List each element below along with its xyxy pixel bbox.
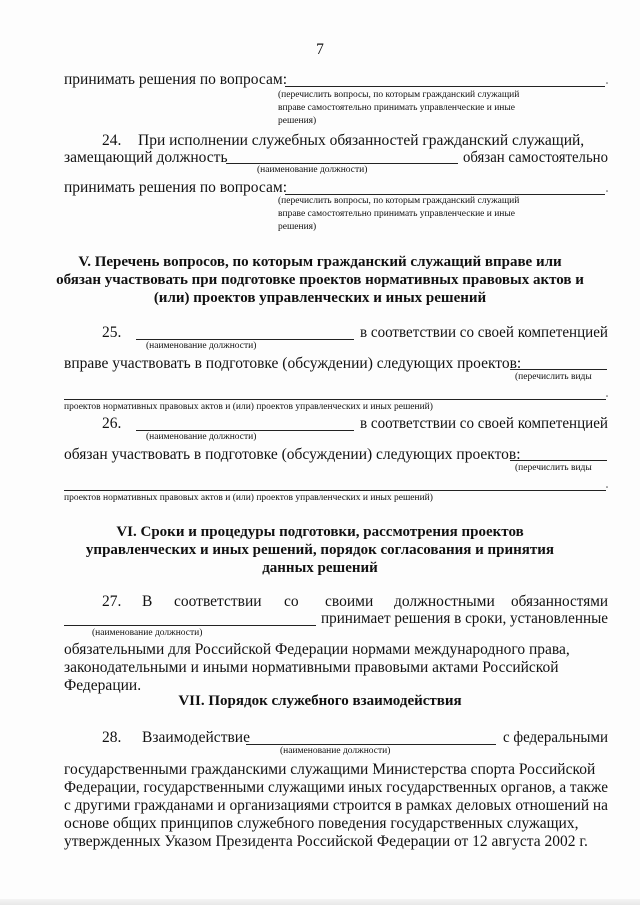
item-text: обязан участвовать в подготовке (обсуждении) следующих проектов: [64, 446, 521, 463]
section-heading: обязан участвовать при подготовке проектов нормативных правовых актов и [56, 272, 584, 288]
position-blank-line [64, 625, 316, 626]
item-text: законодательными и иными нормативными правовыми актами Российской [64, 659, 559, 676]
section-heading: VII. Порядок служебного взаимодействия [178, 693, 462, 709]
note-line: решения) [278, 222, 317, 232]
item-text: При исполнении служебных обязанностей гражданский служащий, [138, 132, 585, 149]
note-line: вправе самостоятельно принимать управленческие и иные [278, 209, 515, 219]
decisions-label: принимать решения по вопросам: [64, 179, 287, 196]
types-blank-line [64, 490, 606, 491]
projects-caption: проектов нормативных правовых актов и (или) проектов управленческих и иных решений) [64, 402, 433, 412]
position-caption: (наименование должности) [92, 628, 203, 638]
note-line: (перечислить вопросы, по которым гражданский служащий [278, 90, 520, 100]
item-text: с другими гражданами и организациями строится в рамках деловых отношений на [64, 797, 609, 814]
period: . [606, 475, 608, 492]
section-heading: (или) проектов управленческих и иных решений [153, 290, 487, 306]
item-number: 26. [102, 415, 122, 432]
period: . [606, 179, 608, 196]
item-text: Федерации, государственными служащими иных государственных органов, а также [64, 779, 608, 796]
types-blank-line [64, 399, 606, 400]
note-line: вправе самостоятельно принимать управленческие и иные [278, 103, 515, 113]
position-caption: (наименование должности) [257, 165, 368, 175]
projects-caption: проектов нормативных правовых актов и (или) проектов управленческих и иных решений) [64, 493, 433, 503]
section-heading: V. Перечень вопросов, по которым гражданский служащий вправе или [78, 254, 562, 270]
decisions-blank-line [285, 86, 605, 87]
position-blank-line [246, 744, 496, 745]
section-heading: управленческих и иных решений, порядок согласования и принятия [85, 542, 555, 558]
types-blank-line [510, 460, 607, 461]
item-text: государственными гражданскими служащими Министерства спорта Российской [64, 761, 596, 778]
item-text: вправе участвовать в подготовке (обсуждении) следующих проектов: [64, 355, 522, 372]
types-blank-line [510, 369, 607, 370]
item-word: соответствии [174, 593, 262, 610]
page-number: 7 [316, 41, 324, 58]
item-text: Федерации. [64, 677, 142, 694]
item-word: своими [325, 593, 374, 610]
item-word: обязанностями [511, 593, 608, 610]
page-bottom-edge [0, 899, 640, 905]
position-caption: (наименование должности) [146, 432, 257, 442]
period: . [606, 71, 608, 88]
position-blank-line [136, 339, 354, 340]
decisions-blank-line [285, 194, 605, 195]
item-text: утвержденных Указом Президента Российской Федерации от 12 августа 2002 г. [64, 833, 588, 850]
note-line: решения) [278, 116, 317, 126]
item-text: обязан самостоятельно [463, 149, 608, 166]
types-caption: (перечислить виды [515, 372, 592, 382]
types-caption: (перечислить виды [515, 463, 592, 473]
note-line: (перечислить вопросы, по которым гражданский служащий [278, 196, 520, 206]
item-text: в соответствии со своей компетенцией [360, 415, 608, 432]
section-heading: данных решений [262, 560, 378, 576]
item-number: 28. [102, 729, 122, 746]
position-caption: (наименование должности) [146, 341, 257, 351]
item-number: 27. [102, 593, 122, 610]
period: . [606, 384, 608, 401]
item-number: 24. [102, 132, 122, 149]
position-blank-line [226, 163, 458, 164]
item-word: Взаимодействие [142, 729, 250, 746]
decisions-label: принимать решения по вопросам: [64, 71, 287, 88]
item-word: со [284, 593, 299, 610]
item-text: с федеральными [503, 729, 608, 746]
item-number: 25. [102, 324, 122, 341]
item-word: В [142, 593, 153, 610]
item-text: замещающий должность [64, 149, 228, 166]
position-blank-line [136, 430, 354, 431]
position-caption: (наименование должности) [280, 746, 391, 756]
item-word: должностными [394, 593, 495, 610]
item-text: основе общих принципов служебного поведения государственных служащих, [64, 815, 579, 832]
section-heading: VI. Сроки и процедуры подготовки, рассмотрения проектов [116, 524, 524, 540]
item-text: в соответствии со своей компетенцией [360, 324, 608, 341]
item-text: принимает решения в сроки, установленные [321, 610, 608, 627]
item-text: обязательными для Российской Федерации нормами международного права, [64, 641, 570, 658]
